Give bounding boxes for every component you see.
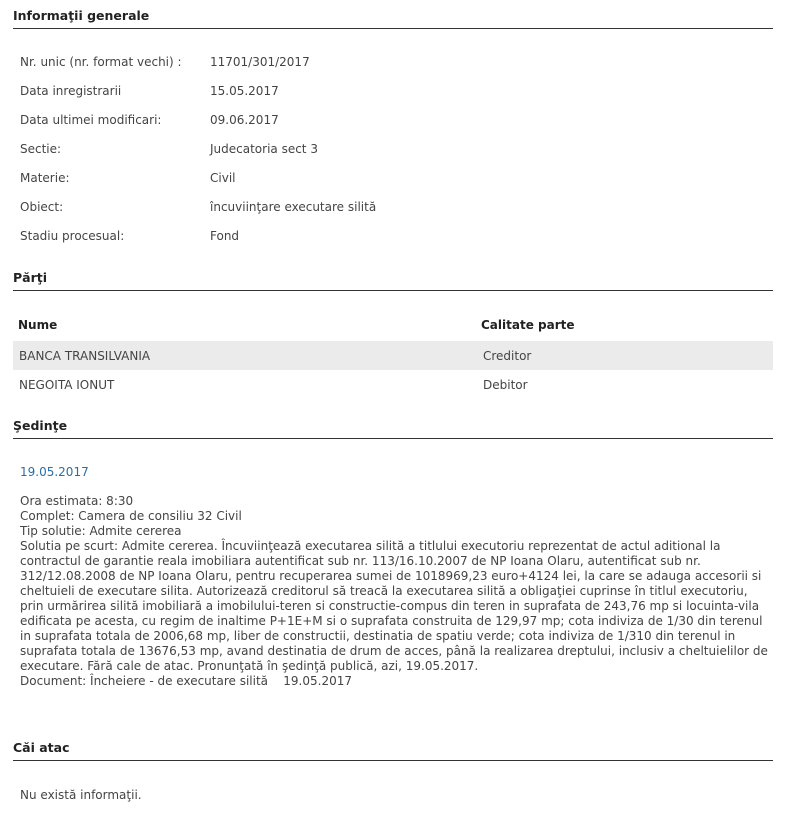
parti-table-header	[13, 318, 773, 342]
info-label: Materie:	[20, 171, 70, 185]
party-role: Debitor	[483, 378, 528, 392]
info-label: Stadiu procesual:	[20, 229, 125, 243]
info-row	[20, 229, 376, 258]
sedinta-solutie: Solutia pe scurt: Admite cererea. Încuviinţează executarea silită a titlului executoriu reprezentat de actul aditional la contractul de garantie reala imobiliara autentificat sub nr. 113/16.10.2007 de NP Ioana Olaru, autentificat sub nr. 312/12.08.2008 de NP Ioana Olaru, pentru recuperarea sumei de 1018969,23 euro+4124 lei, la care se adauga accesorii si cheltuieli de executare silita. Autorizează creditorul să treacă la executarea silită a obligaţiei cuprinse în titlul executoriu, prin urmărirea silită imobiliară a imobilului-teren si constructie-compus din teren in suprafata de 243,76 mp si locuinta-vila edificata pe acesta, cu regim de inaltime P+1E+M si o suprafata construita de 129,97 mp; cota indiviza de 1/30 din terenul in suprafata totala de 2006,68 mp, liber de constructii, destinatia de spatiu verde; cota indiviza de 1/310 din terenul in suprafata totala de 13676,53 mp, avand destinatia de drum de acces, până la realizarea dreptului, inclusiv a cheltuielilor de executare. Fără cale de atac. Pronunţată în şedinţă publică, azi, 19.05.2017.	[20, 539, 768, 673]
info-value: încuviinţare executare silită	[210, 200, 377, 214]
empty-message: Nu există informaţii.	[20, 788, 142, 802]
info-label: Obiect:	[20, 200, 64, 214]
info-label: Data inregistrarii	[20, 84, 122, 98]
section-title-general: Informaţii generale	[13, 8, 773, 29]
sedinta-complet: Complet: Camera de consiliu 32 Civil	[20, 509, 242, 523]
general-info-table	[20, 55, 376, 258]
info-row	[20, 200, 376, 229]
info-value: Judecatoria sect 3	[210, 142, 318, 156]
party-name: NEGOITA IONUT	[19, 378, 115, 392]
table-row	[13, 341, 773, 370]
info-value: Civil	[210, 171, 236, 185]
info-label: Sectie:	[20, 142, 62, 156]
info-row	[20, 84, 376, 113]
table-row	[13, 370, 773, 399]
sedinta-details	[20, 494, 768, 689]
info-label: Data ultimei modificari:	[20, 113, 162, 127]
info-row	[20, 113, 376, 142]
column-header-role: Calitate parte	[481, 318, 575, 332]
column-header-name: Nume	[18, 318, 58, 332]
section-title-parti: Părţi	[13, 270, 773, 291]
party-role: Creditor	[483, 349, 532, 363]
sedinta-ora: Ora estimata: 8:30	[20, 494, 134, 508]
sedinta-tip-solutie: Tip solutie: Admite cererea	[20, 524, 182, 538]
info-label: Nr. unic (nr. format vechi) :	[20, 55, 182, 69]
info-value: Fond	[210, 229, 240, 243]
info-value: 15.05.2017	[210, 84, 279, 98]
party-name: BANCA TRANSILVANIA	[19, 349, 151, 363]
info-row	[20, 55, 376, 84]
sedinta-date: 19.05.2017	[20, 465, 89, 479]
section-title-sedinte: Şedinţe	[13, 418, 773, 439]
info-row	[20, 142, 376, 171]
info-value: 09.06.2017	[210, 113, 279, 127]
info-value: 11701/301/2017	[210, 55, 310, 69]
info-row	[20, 171, 376, 200]
section-title-cai-atac: Căi atac	[13, 740, 773, 761]
sedinta-document: Document: Încheiere - de executare silită 19.05.2017	[20, 674, 352, 688]
